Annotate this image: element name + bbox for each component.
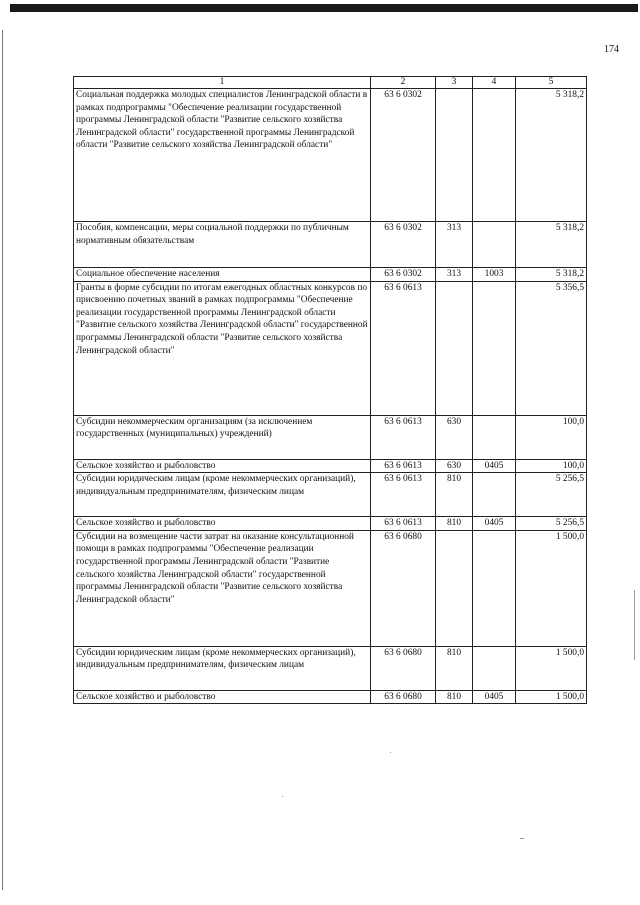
row-section: 1003 (473, 268, 516, 282)
table-row (74, 530, 587, 646)
scan-speck (282, 796, 283, 797)
row-section: 0405 (473, 459, 516, 473)
row-section (473, 530, 516, 646)
row-section: 0405 (473, 690, 516, 704)
row-code: 63 6 0613 (371, 415, 436, 459)
table-row (74, 268, 587, 282)
row-name: Гранты в форме субсидии по итогам ежегодных областных конкурсов по присвоению почетных званий в рамках подпрограммы "Обеспечение реализации государственной программы Ленинградской области "Развитие сельского хозяйства Ленинградской области" государственной программы Ленинградской области "Развитие сельского хозяйства Ленинградской области" (74, 281, 371, 415)
row-expense-type: 630 (436, 459, 473, 473)
row-name: Пособия, компенсации, меры социальной поддержки по публичным нормативным обязательствам (74, 222, 371, 268)
row-name: Сельское хозяйство и рыболовство (74, 459, 371, 473)
left-scan-edge (2, 30, 3, 890)
row-code: 63 6 0613 (371, 517, 436, 531)
scan-speck (520, 838, 524, 839)
row-sum: 5 318,2 (516, 222, 587, 268)
header-col-2: 2 (371, 77, 436, 89)
row-expense-type (436, 281, 473, 415)
row-expense-type: 810 (436, 473, 473, 517)
row-expense-type: 810 (436, 517, 473, 531)
row-expense-type: 313 (436, 222, 473, 268)
table-row (74, 281, 587, 415)
row-name: Сельское хозяйство и рыболовство (74, 690, 371, 704)
row-name: Социальное обеспечение населения (74, 268, 371, 282)
row-sum: 1 500,0 (516, 690, 587, 704)
row-section: 0405 (473, 517, 516, 531)
row-sum: 100,0 (516, 415, 587, 459)
table-row (74, 89, 587, 222)
row-sum: 100,0 (516, 459, 587, 473)
row-code: 63 6 0613 (371, 281, 436, 415)
header-col-1: 1 (74, 77, 371, 89)
table-row (74, 690, 587, 704)
row-code: 63 6 0302 (371, 222, 436, 268)
table-header-row (74, 77, 587, 89)
header-col-3: 3 (436, 77, 473, 89)
right-scan-mark (634, 590, 635, 660)
row-sum: 5 256,5 (516, 473, 587, 517)
row-expense-type (436, 530, 473, 646)
row-sum: 5 256,5 (516, 517, 587, 531)
row-name: Субсидии юридическим лицам (кроме некоммерческих организаций), индивидуальным предпринимателям, физическим лицам (74, 646, 371, 690)
row-sum: 1 500,0 (516, 646, 587, 690)
table-row (74, 459, 587, 473)
table-row (74, 517, 587, 531)
row-section (473, 415, 516, 459)
row-sum: 5 356,5 (516, 281, 587, 415)
row-sum: 5 318,2 (516, 89, 587, 222)
row-code: 63 6 0680 (371, 530, 436, 646)
row-section (473, 89, 516, 222)
row-section (473, 473, 516, 517)
row-name: Субсидии некоммерческим организациям (за исключением государственных (муниципальных) учреждений) (74, 415, 371, 459)
scan-speck (390, 752, 391, 753)
table-row (74, 646, 587, 690)
budget-table (73, 76, 587, 704)
row-expense-type: 810 (436, 690, 473, 704)
row-name: Субсидии на возмещение части затрат на оказание консультационной помощи в рамках подпрограммы "Обеспечение реализации государственной программы Ленинградской области "Развитие сельского хозяйства Ленинградской области" государственной программы Ленинградской области "Развитие сельского хозяйства Ленинградской области" (74, 530, 371, 646)
row-section (473, 646, 516, 690)
row-code: 63 6 0613 (371, 473, 436, 517)
row-expense-type: 630 (436, 415, 473, 459)
row-expense-type (436, 89, 473, 222)
row-sum: 1 500,0 (516, 530, 587, 646)
row-code: 63 6 0680 (371, 646, 436, 690)
row-name: Субсидии юридическим лицам (кроме некоммерческих организаций), индивидуальным предпринимателям, физическим лицам (74, 473, 371, 517)
row-section (473, 222, 516, 268)
row-code: 63 6 0613 (371, 459, 436, 473)
header-col-4: 4 (473, 77, 516, 89)
table-row (74, 473, 587, 517)
row-sum: 5 318,2 (516, 268, 587, 282)
top-scan-rule (10, 4, 638, 12)
row-code: 63 6 0680 (371, 690, 436, 704)
page-number: 174 (604, 44, 619, 55)
table-row (74, 222, 587, 268)
header-col-5: 5 (516, 77, 587, 89)
row-expense-type: 313 (436, 268, 473, 282)
row-expense-type: 810 (436, 646, 473, 690)
row-name: Сельское хозяйство и рыболовство (74, 517, 371, 531)
row-section (473, 281, 516, 415)
table-row (74, 415, 587, 459)
row-code: 63 6 0302 (371, 268, 436, 282)
row-code: 63 6 0302 (371, 89, 436, 222)
row-name: Социальная поддержка молодых специалистов Ленинградской области в рамках подпрограммы "Обеспечение реализации государственной программы Ленинградской области "Развитие сельского хозяйства Ленинградской области" государственной программы Ленинградской области "Развитие сельского хозяйства Ленинградской области" (74, 89, 371, 222)
